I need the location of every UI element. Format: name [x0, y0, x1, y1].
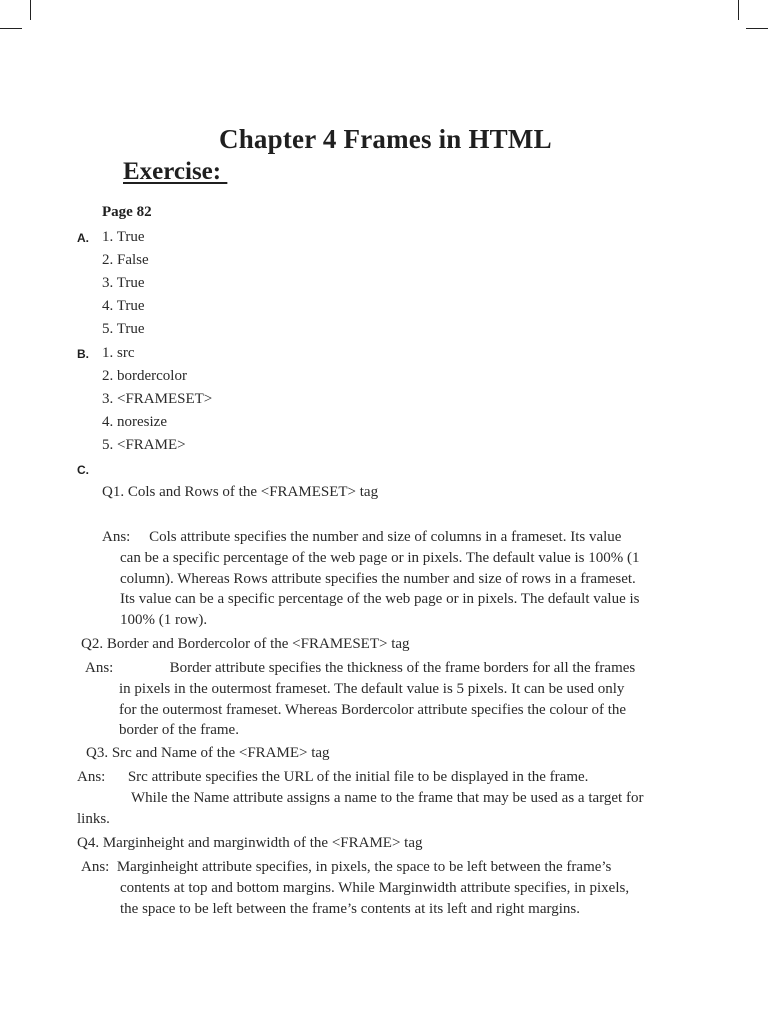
question-1: Q1. Cols and Rows of the <FRAMESET> tag	[102, 484, 379, 500]
answer-line: links.	[77, 810, 110, 827]
answer-2	[85, 658, 635, 741]
answer-line: 100% (1 row).	[120, 612, 208, 629]
answer-line: contents at top and bottom margins. While Marginwidth attribute specifies, in pixels,	[120, 879, 630, 896]
answer-line: Ans: Marginheight attribute specifies, in pixels, the space to be left between the frame’s	[81, 859, 612, 875]
list-item: 3. <FRAMESET>	[102, 391, 213, 407]
answer-line: for the outermost frameset. Whereas Bordercolor attribute specifies the colour of the	[119, 701, 627, 718]
crop-mark	[738, 0, 739, 20]
answer-4	[81, 857, 629, 919]
answer-line: can be a specific percentage of the web page or in pixels. The default value is 100% (1	[120, 549, 640, 566]
question-4: Q4. Marginheight and marginwidth of the <FRAME> tag	[77, 835, 423, 851]
answer-line: Ans: Border attribute specifies the thickness of the frame borders for all the frames	[85, 660, 636, 676]
list-item: 5. True	[102, 321, 145, 337]
answer-3	[77, 767, 643, 829]
crop-mark	[30, 0, 31, 20]
list-item: 4. True	[102, 298, 145, 314]
chapter-title: Chapter 4 Frames in HTML	[219, 124, 552, 154]
crop-mark	[746, 28, 768, 29]
answer-line: Ans: Cols attribute specifies the number and size of columns in a frameset. Its value	[102, 529, 622, 545]
section-b-marker: B.	[77, 347, 89, 361]
list-item: 2. False	[102, 252, 149, 268]
answer-line: column). Whereas Rows attribute specifies the number and size of rows in a frameset.	[120, 570, 636, 587]
list-item: 1. True	[102, 229, 145, 245]
list-item: 4. noresize	[102, 414, 167, 430]
answer-line: border of the frame.	[119, 722, 239, 739]
answer-line: the space to be left between the frame’s contents at its left and right margins.	[120, 900, 580, 917]
answer-line: Its value can be a specific percentage of the web page or in pixels. The default value is	[120, 591, 640, 608]
answer-line: While the Name attribute assigns a name to the frame that may be used as a target for	[131, 789, 644, 806]
list-item: 5. <FRAME>	[102, 437, 186, 453]
question-3: Q3. Src and Name of the <FRAME> tag	[86, 745, 330, 761]
exercise-heading: Exercise:	[123, 158, 228, 185]
answer-line: in pixels in the outermost frameset. The default value is 5 pixels. It can be used only	[119, 680, 625, 697]
page-label: Page 82	[102, 204, 152, 220]
question-2: Q2. Border and Bordercolor of the <FRAMESET> tag	[81, 636, 410, 652]
list-item: 1. src	[102, 345, 135, 361]
list-item: 2. bordercolor	[102, 368, 187, 384]
answer-1	[102, 527, 640, 631]
list-item: 3. True	[102, 275, 145, 291]
crop-mark	[0, 28, 22, 29]
section-a-marker: A.	[77, 231, 89, 245]
answer-line: Ans: Src attribute specifies the URL of the initial file to be displayed in the frame.	[77, 769, 589, 785]
section-c-marker: C.	[77, 463, 89, 477]
